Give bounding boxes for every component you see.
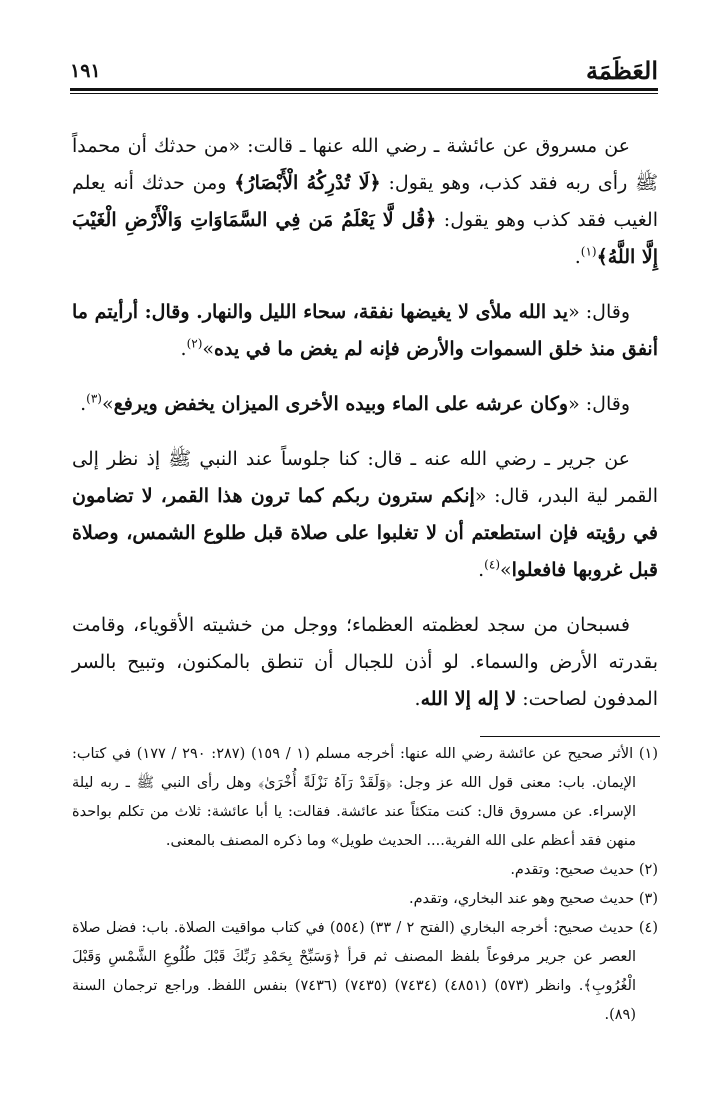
main-text [72,128,658,732]
page-number: ١٩١ [70,60,101,82]
footnote-2 [72,856,658,885]
paragraph-glorification [72,607,658,718]
text-span: . [478,559,485,581]
text-span: ومن حدثك أنه يعلم الغيب فقد كذب وهو يقول: [72,172,658,231]
footnote-text: حديث صحيح: وتقدم. [510,862,635,878]
text-span: فسبحان من سجد لعظمته العظماء؛ ووجل من خشيته الأقوياء، وقامت بقدرته الأرض والسماء. لو أذن للجبال أن تنطق بالمكنون، وتبيح بالسر المدفون لصاحت: [72,614,658,710]
shahada-text: لا إله إلا الله [420,688,517,710]
quran-verse: ﴿قُل لَّا يَعْلَمُ مَن فِي السَّمَاوَاتِ وَالْأَرْضِ الْغَيْبَ إِلَّا اللَّهُ﴾ [72,209,658,268]
text-span: عن مسروق عن عائشة ـ رضي الله عنها ـ قالت: «من حدثك أن محمداً ﷺ رأى ربه فقد كذب، وهو يقول: [72,135,659,194]
paragraph-aisha-hadith [72,128,658,276]
footnote-text: حديث صحيح: أخرجه البخاري (الفتح ٢ / ٣٣) (٥٥٤) في كتاب مواقيت الصلاة. باب: فضل صلاة العصر عن جرير مرفوعاً بلفظ المصنف ثم قرأ ﴿وَسَبِّحْ بِحَمْدِ رَبِّكَ قَبْلَ طُلُوعِ الشَّمْسِ وَقَبْلَ الْغُرُوبِ﴾. وانظر (٥٧٣) (٤٨٥١) (٧٤٣٤) (٧٤٣٥) (٧٤٣٦) بنفس اللفظ. وراجع ترجمان السنة (٨٩). [72,920,636,1023]
footnote-ref: (٢) [186,336,203,351]
paragraph-hand-of-allah [72,294,658,368]
chapter-title: العَظَمَة [586,56,658,85]
paragraph-throne [72,386,658,423]
text-span: » [202,338,215,360]
hadith-text: يد الله ملأى لا يغيضها نفقة، سحاء الليل والنهار. وقال: أرأيتم ما أنفق منذ خلق السموات والأرض فإنه لم يغض ما في يده [72,301,658,360]
hadith-text: إنكم سترون ربكم كما ترون هذا القمر، لا تضامون في رؤيته فإن استطعتم أن لا تغلبوا على صلاة قبل طلوع الشمس، وصلاة قبل غروبها فافعلوا [72,485,658,581]
text-span: وقال: « [568,393,630,415]
footnote-text: حديث صحيح وهو عند البخاري، وتقدم. [408,891,635,907]
footnotes [72,740,658,1030]
text-span: . [574,246,581,268]
footnote-number: (٢) [638,862,658,878]
text-span: . [80,393,87,415]
footnote-3 [72,885,658,914]
footnote-number: (٤) [638,920,658,936]
footnote-separator [480,736,660,737]
footnote-ref: (٣) [86,391,102,406]
text-span: وقال: « [568,301,631,323]
footnote-number: (١) [638,746,659,762]
footnote-4 [72,914,658,1030]
footnote-1 [72,740,658,856]
text-span: » [500,559,512,581]
quran-verse: ﴿لَا تُدْرِكُهُ الْأَبْصَارُ﴾ [234,172,381,194]
footnote-ref: (١) [580,244,597,259]
page-header [70,52,658,86]
footnote-number: (٣) [638,891,658,907]
footnote-ref: (٤) [484,557,500,572]
header-rule-thin [70,93,658,94]
footnote-text: الأثر صحيح عن عائشة رضي الله عنها: أخرجه مسلم (١ / ١٥٩) (٢٨٧: ٢٩٠ / ١٧٧) في كتاب: الإيمان. باب: معنى قول الله عز وجل: ﴿وَلَقَدْ رَآهُ نَزْلَةً أُخْرَىٰ﴾ وهل رأى النبي ﷺ ـ ربه ليلة الإسراء. عن مسروق قال: كنت متكئاً عند عائشة. فقالت: يا أبا عائشة: ثلاث من تكلم بواحدة منهن فقد أعظم على الله الفرية.... الحديث طويل» وما ذكره المصنف بالمعنى. [72,746,636,849]
text-span: . [414,688,421,710]
text-span: عن جرير ـ رضي الله عنه ـ قال: كنا جلوساً عند النبي ﷺ إذ نظر إلى القمر لية البدر، قال: « [72,448,658,507]
paragraph-jarir-hadith [72,441,658,589]
hadith-text: وكان عرشه على الماء وبيده الأخرى الميزان يخفض ويرفع [113,393,569,415]
text-span: . [180,338,187,360]
text-span: » [101,393,114,415]
header-rule-thick [70,88,658,91]
